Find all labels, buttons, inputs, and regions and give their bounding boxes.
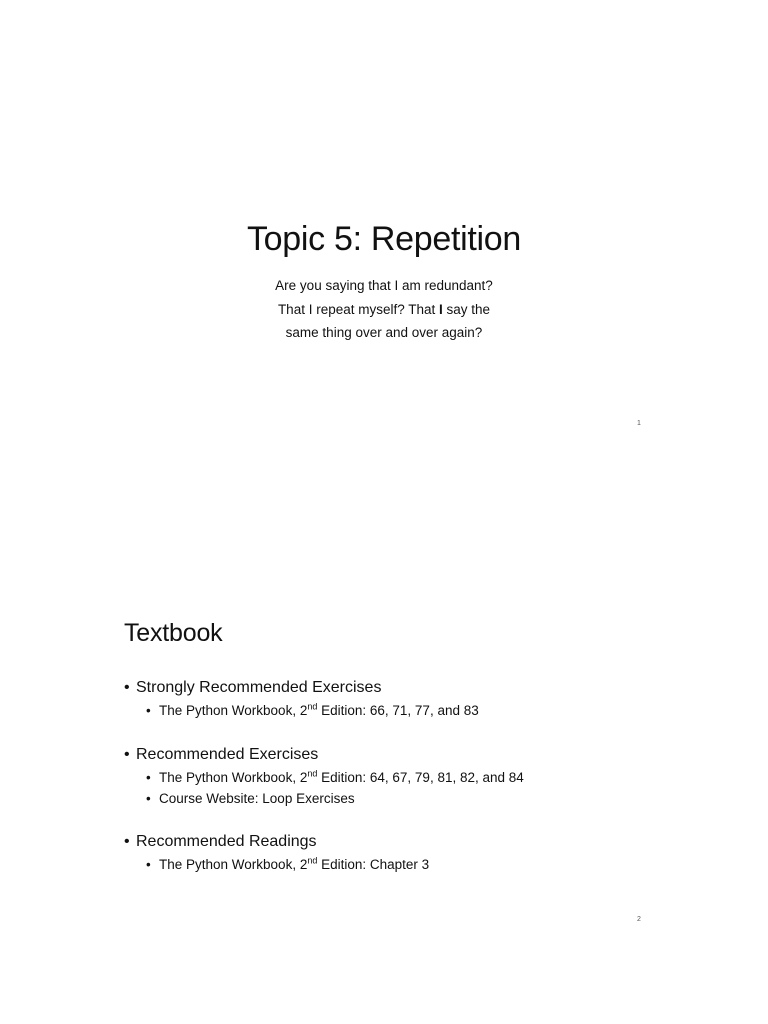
subtitle-line-2 xyxy=(0,298,768,322)
slide-1-title: Topic 5: Repetition xyxy=(246,220,522,258)
list-item-text-end: Edition: 66, 71, 77, and 83 xyxy=(317,703,479,718)
ordinal-suffix: nd xyxy=(307,701,318,712)
subtitle-line-2-start: That I repeat myself? That xyxy=(277,301,440,317)
sub-list xyxy=(124,854,429,875)
list-item-text: The Python Workbook, 2 xyxy=(159,703,308,718)
list-item-text: Course Website: Loop Exercises xyxy=(159,791,355,806)
section-strongly-recommended-exercises xyxy=(124,678,479,721)
list-item xyxy=(146,767,524,788)
section-heading: • Strongly Recommended Exercises xyxy=(124,678,479,698)
sub-list xyxy=(124,700,479,721)
list-item xyxy=(146,700,479,721)
slide-2-title: Textbook xyxy=(124,619,223,647)
subtitle-line-3: same thing over and over again? xyxy=(285,325,483,340)
page-number: 1 xyxy=(637,420,641,427)
slide-2 xyxy=(0,512,768,1024)
ordinal-suffix: nd xyxy=(307,855,318,866)
list-item-text: The Python Workbook, 2 xyxy=(159,770,308,785)
section-recommended-exercises xyxy=(124,745,524,809)
slide-1-subtitle xyxy=(0,274,768,345)
section-recommended-readings xyxy=(124,832,429,875)
list-item-text-end: Edition: Chapter 3 xyxy=(317,857,430,872)
section-heading: • Recommended Exercises xyxy=(124,745,524,765)
subtitle-line-2-bold: I xyxy=(439,301,443,317)
section-heading: • Recommended Readings xyxy=(124,832,429,852)
subtitle-line-1: Are you saying that I am redundant? xyxy=(275,278,493,293)
list-item-text-end: Edition: 64, 67, 79, 81, 82, and 84 xyxy=(317,770,524,785)
page-number: 2 xyxy=(637,916,641,923)
ordinal-suffix: nd xyxy=(307,768,318,779)
list-item-text: The Python Workbook, 2 xyxy=(159,857,308,872)
list-item xyxy=(146,854,429,875)
subtitle-line-2-end: say the xyxy=(442,301,491,317)
list-item xyxy=(146,788,524,809)
sub-list xyxy=(124,767,524,809)
